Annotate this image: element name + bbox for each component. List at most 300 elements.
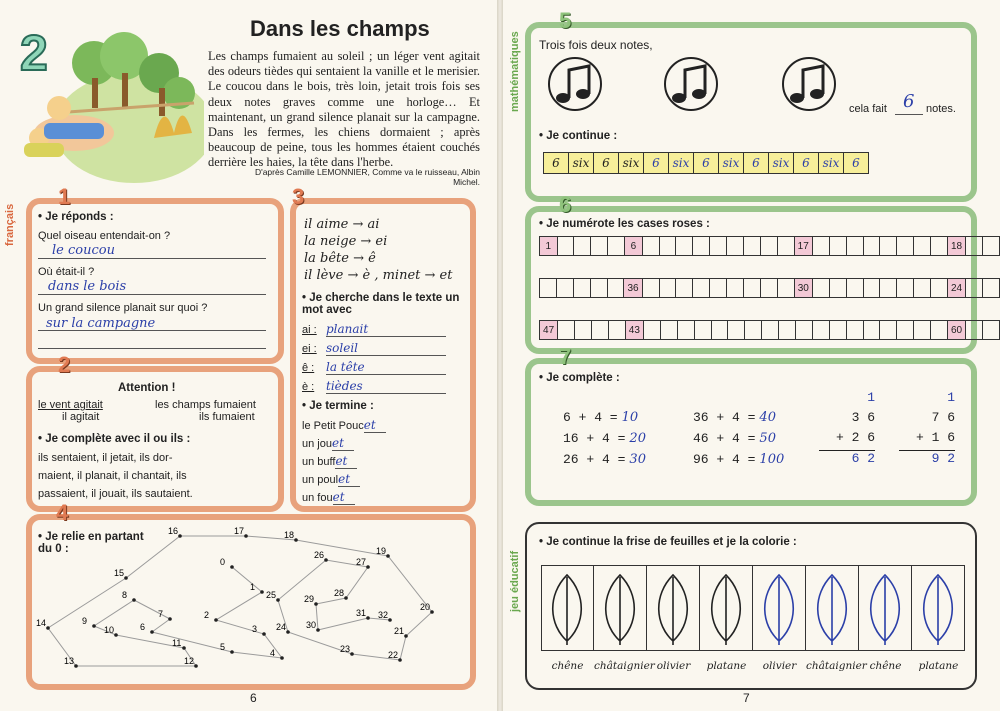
dot-point[interactable] [314,602,318,606]
grid-cell[interactable] [829,237,846,256]
dot-label: 6 [140,622,146,632]
spelling-rule: la neige → ei [304,234,388,249]
exercise-number: 6 [559,192,572,217]
dot-label: 7 [158,609,164,619]
sum-row [693,452,784,473]
column-addition-1 [819,390,875,471]
sum-expression: 46 + 4 = [693,431,756,446]
leaf-châtaignier-icon [594,565,647,651]
left-page [0,0,497,711]
dot-point[interactable] [46,626,50,630]
grid-cell[interactable] [590,279,607,298]
question-3: Un grand silence planait sur quoi ? [38,302,208,314]
numbered-cell[interactable]: 30 [794,279,812,298]
word-ending[interactable]: et [364,418,386,433]
grid-cell[interactable] [727,279,744,298]
dot-label: 21 [394,626,405,636]
dot-point[interactable] [324,558,328,562]
column-sum[interactable]: 9 2 [931,451,955,466]
sum-answer[interactable]: 50 [759,431,776,446]
dot-label: 20 [420,602,431,612]
column-sum[interactable]: 6 2 [851,451,875,466]
dot-label: 27 [356,557,367,567]
leaf-name: olivier [762,660,797,672]
dot-label: 4 [270,648,276,658]
numbered-cell[interactable]: 43 [625,321,643,340]
exercise-heading: • Je complète avec il ou ils : [38,433,191,445]
grid-cell[interactable] [812,321,829,340]
dot-point[interactable] [194,664,198,668]
result-suffix: notes. [926,103,956,115]
grid-cell[interactable] [880,279,897,298]
grid-cell[interactable] [863,237,880,256]
example-1b: il agitait [62,411,100,423]
dot-point[interactable] [386,554,390,558]
numbered-cell[interactable]: 47 [540,321,558,340]
example-2a: les champs fumaient [155,399,256,411]
exercise-number: 3 [292,184,305,209]
grid-cell[interactable] [931,279,948,298]
connect-the-dots[interactable] [32,520,472,684]
column-addition-2 [899,390,955,471]
grid-cell[interactable] [914,279,931,298]
leaf-cell[interactable] [912,565,965,651]
dot-point[interactable] [316,628,320,632]
answer-line [38,258,266,259]
text-credit: D'après Camille LEMONNIER, Comme va le ruisseau, Albin Michel. [254,167,480,187]
grid-cell[interactable] [659,237,676,256]
fill-line-1: ils sentaient, il jetait, ils dor- [38,452,173,464]
ribbon-cell[interactable]: six [719,153,744,174]
spelling-rule: il aime → ai [304,217,380,232]
grid-cell[interactable] [642,237,659,256]
exercise-heading: • Je numérote les cases roses : [539,218,710,230]
sum-answer[interactable]: 30 [629,452,646,467]
word-search-list [302,322,446,398]
dot-label: 29 [304,594,315,604]
drawn-connection-line [48,536,432,666]
dot-label: 13 [64,656,75,666]
spelling-rule: la bête → ê [304,251,376,266]
grid-cell[interactable] [983,321,1000,340]
dot-point[interactable] [294,538,298,542]
word-search-row [302,322,446,341]
word-ending-row [302,418,386,436]
ribbon-cell[interactable]: six [769,153,794,174]
dot-label: 22 [388,650,399,660]
word-search-label: ei : [302,343,317,355]
dot-label: 5 [220,642,226,652]
grid-cell[interactable] [846,237,863,256]
numbered-cell[interactable]: 18 [947,237,965,256]
ribbon-cell[interactable]: 6 [744,153,769,174]
grid-cell[interactable] [711,321,728,340]
grid-cell[interactable] [812,237,829,256]
grid-cell[interactable] [693,279,710,298]
dot-point[interactable] [350,652,354,656]
spelling-rules [304,216,452,284]
dot-label: 15 [114,568,125,578]
word-ending[interactable]: et [338,472,360,487]
leaf-cell[interactable] [806,565,859,651]
carry-digit[interactable]: 1 [867,390,875,405]
dot-label: 11 [172,638,182,648]
leaf-olivier-icon [647,565,700,651]
grid-cell[interactable] [812,279,829,298]
word-ending[interactable]: et [335,454,357,469]
exercise-heading: • Je réponds : [38,211,114,223]
grid-cell[interactable] [694,321,711,340]
grid-cell[interactable] [743,279,760,298]
exercise-heading: • Je relie en partant du 0 : [38,531,144,555]
dot-point[interactable] [276,598,280,602]
numbered-cell[interactable]: 24 [947,279,965,298]
word-stem: le Petit Pouc [302,420,364,432]
leaf-châtaignier-icon [806,565,859,651]
word-stem: un jou [302,438,332,450]
example-2b: ils fumaient [199,411,255,423]
dot-point[interactable] [244,534,248,538]
exercise-number: 2 [58,352,71,377]
sum-answer[interactable]: 20 [629,431,646,446]
leaf-chêne-icon [541,565,594,651]
attention-label: Attention ! [118,382,176,394]
word-search-label: ê : [302,362,315,374]
sum-answer[interactable]: 10 [621,410,639,425]
dot-label: 18 [284,530,295,540]
ribbon-cell[interactable]: six [669,153,694,174]
word-search-label: è : [302,381,315,393]
grid-cell[interactable] [710,237,727,256]
exercise-heading: • Je cherche dans le texte un mot avec [302,292,460,316]
grid-cell[interactable] [863,279,880,298]
grid-cell[interactable] [914,321,931,340]
exercise-heading: • Je continue : [539,130,618,142]
dot-label: 26 [314,550,325,560]
sum-row [563,431,646,452]
page-number: 7 [743,691,750,705]
word-stem: un fou [302,492,333,504]
word-ending-row [302,472,386,490]
exercise-heading: • Je continue la frise de feuilles et je la colorie : [539,536,797,548]
dot-point[interactable] [388,618,392,622]
dot-label: 14 [36,618,47,628]
grid-cell[interactable] [607,279,624,298]
ribbon-cell[interactable]: 6 [594,153,619,174]
dot-point[interactable] [74,664,78,668]
example-1a: le vent agitait [38,399,103,411]
grid-cell[interactable] [728,321,745,340]
right-page [503,0,1000,711]
grid-cell[interactable] [556,279,573,298]
dot-point[interactable] [230,650,234,654]
numbered-cell[interactable]: 36 [624,279,642,298]
result-prefix: cela fait [849,103,887,115]
result-answer[interactable]: 6 [903,91,915,112]
dot-label: 3 [252,624,258,634]
grid-cell[interactable] [676,237,693,256]
lesson-number: 2 [20,25,48,81]
grid-cell[interactable] [914,237,931,256]
ribbon-cell[interactable]: six [619,153,644,174]
question-1: Quel oiseau entendait-on ? [38,230,171,242]
dot-point[interactable] [214,618,218,622]
answer-line [38,348,266,349]
dot-point[interactable] [124,576,128,580]
grid-cell[interactable] [983,237,1000,256]
dot-point[interactable] [280,656,284,660]
answer-line [38,294,266,295]
dot-label: 10 [104,625,115,635]
countryside-illustration [14,18,204,188]
dot-point[interactable] [366,616,370,620]
dot-point[interactable] [150,630,154,634]
number-ribbon[interactable] [543,152,869,174]
word-endings-list [302,418,386,508]
sum-row [563,452,646,473]
dot-label: 25 [266,590,277,600]
ribbon-cell[interactable]: 6 [794,153,819,174]
word-ending-row [302,454,386,472]
dot-label: 8 [122,590,128,600]
numbered-cell[interactable]: 60 [947,321,965,340]
leaf-cell[interactable] [700,565,753,651]
word-search-row [302,341,446,360]
addend-top: 3 6 [851,410,875,425]
ribbon-cell[interactable]: six [819,153,844,174]
exercise-number: 5 [559,8,572,33]
leaf-cell[interactable] [753,565,806,651]
subject-label-math: mathématiques [509,31,521,112]
sum-expression: 36 + 4 = [693,410,756,425]
grid-cell[interactable] [966,237,983,256]
dot-label: 0 [220,557,226,567]
dot-point[interactable] [132,598,136,602]
grid-cell[interactable] [966,279,983,298]
page-number: 6 [250,691,257,705]
dot-point[interactable] [430,610,434,614]
dot-label: 28 [334,588,345,598]
exercise-number: 4 [56,500,69,525]
grid-cell[interactable] [829,279,846,298]
exercise-number: 1 [58,184,71,209]
grid-cell[interactable] [743,237,760,256]
grid-cell[interactable] [897,279,914,298]
leaf-cell[interactable] [647,565,700,651]
grid-cell[interactable] [931,237,948,256]
dot-point[interactable] [286,630,290,634]
exercise-heading: • Je complète : [539,372,620,384]
dot-point[interactable] [260,590,264,594]
grid-cell[interactable] [573,279,590,298]
fill-line-3: passaient, il jouait, ils sautaient. [38,488,193,500]
grid-cell[interactable] [897,321,914,340]
grid-cell[interactable] [710,279,727,298]
grid-cell[interactable] [760,237,777,256]
dot-label: 16 [168,526,179,536]
number-grid-row-3[interactable] [539,320,1000,340]
exercise-number: 7 [559,344,572,369]
ribbon-cell[interactable]: 6 [844,153,869,174]
word-search-answer[interactable]: planait [326,322,446,337]
grid-cell[interactable] [642,279,659,298]
dot-label: 30 [306,620,317,630]
word-stem: un poul [302,474,339,486]
leaf-names [541,656,965,674]
sum-expression: 96 + 4 = [693,452,756,467]
leaf-name: platane [706,660,747,672]
leaf-name: châtaignier [806,660,867,672]
fill-line-2: maient, il planait, il chantait, ils [38,470,187,482]
grid-cell[interactable] [777,237,794,256]
leaf-cell[interactable] [541,565,594,651]
dot-label: 2 [204,610,210,620]
leaf-platane-icon [700,565,753,651]
reading-text: Les champs fumaient au soleil ; un léger vent agitait des odeurs tièdes qui sentaient la vanille et le merisier. Le coucou dans le bois, très loin, jetait trois fois ses deux notes graves comme une horloge… Et maintenant, un grand silence planait sur la campagne. Dans les fermes, les chiens dormaient ; après beaucoup de peine, tous les hommes étaient couchés derrière les haies, la tête dans l'herbe. [208,49,480,170]
grid-cell[interactable] [983,279,1000,298]
sums-column-a [563,410,646,473]
grid-cell[interactable] [574,237,591,256]
dot-label: 32 [378,610,389,620]
numbered-cell[interactable]: 1 [540,237,558,256]
grid-cell[interactable] [846,279,863,298]
dot-label: 31 [356,608,367,618]
sum-answer[interactable]: 40 [759,410,776,425]
grid-cell[interactable] [660,321,677,340]
grid-cell[interactable] [575,321,592,340]
answer-line [38,330,266,331]
word-search-answer[interactable]: la tête [326,360,446,375]
dot-point[interactable] [230,565,234,569]
grid-cell[interactable] [591,321,608,340]
dot-point[interactable] [398,658,402,662]
leaf-name: chêne [869,660,902,672]
grid-cell[interactable] [846,321,863,340]
dot-point[interactable] [404,634,408,638]
grid-cell[interactable] [966,321,983,340]
exercise-heading: • Je termine : [302,400,374,412]
grid-cell[interactable] [676,279,693,298]
dot-label: 19 [376,546,387,556]
leaf-platane-icon [912,565,965,651]
number-grid-row-1[interactable] [539,236,1000,256]
sum-expression: 16 + 4 = [563,431,626,446]
addend-bottom: + 2 6 [819,430,875,451]
word-search-answer[interactable]: tièdes [326,379,446,394]
leaf-olivier-icon [753,565,806,651]
sums-column-b [693,410,784,473]
grid-cell[interactable] [608,321,625,340]
dot-label: 24 [276,622,287,632]
grid-cell[interactable] [880,237,897,256]
sum-expression: 26 + 4 = [563,452,626,467]
grid-cell[interactable] [897,237,914,256]
grid-cell[interactable] [558,321,575,340]
leaf-name: châtaignier [594,660,655,672]
answer-line [895,114,923,115]
answer-1[interactable]: le coucou [52,243,115,258]
dot-label: 23 [340,644,351,654]
ribbon-cell[interactable]: 6 [644,153,669,174]
grid-cell[interactable] [677,321,694,340]
grid-cell[interactable] [591,237,608,256]
answer-3[interactable]: sur la campagne [46,316,156,331]
numbered-cell[interactable]: 17 [794,237,812,256]
word-search-answer[interactable]: soleil [326,341,446,356]
subject-label-game: jeu éducatif [509,550,521,612]
dot-point[interactable] [344,596,348,600]
grid-cell[interactable] [880,321,897,340]
dot-point[interactable] [168,617,172,621]
dot-point[interactable] [92,624,96,628]
ribbon-cell[interactable]: six [569,153,594,174]
numbered-cell[interactable]: 6 [625,237,643,256]
leaf-cell[interactable] [859,565,912,651]
dot-point[interactable] [114,633,118,637]
answer-2[interactable]: dans le bois [48,279,127,294]
word-ending-row [302,436,386,454]
grid-cell[interactable] [643,321,660,340]
grid-cell[interactable] [931,321,948,340]
dot-point[interactable] [366,565,370,569]
question-2: Où était-il ? [38,266,95,278]
word-ending-row [302,490,386,508]
grid-cell[interactable] [693,237,710,256]
grid-cell[interactable] [540,279,557,298]
dot-label: 1 [250,582,256,592]
spelling-rule: il lève → è , minet → et [304,268,453,283]
carry-digit[interactable]: 1 [947,390,955,405]
number-grid-row-2[interactable] [539,278,1000,298]
leaf-cell[interactable] [594,565,647,651]
sum-row [693,431,784,452]
word-ending[interactable]: et [332,436,354,451]
grid-cell[interactable] [745,321,762,340]
grid-cell[interactable] [557,237,574,256]
dot-label: 17 [234,526,245,536]
sum-row [563,410,646,431]
grid-cell[interactable] [762,321,779,340]
note-pair-icon [783,58,835,110]
ribbon-cell[interactable]: 6 [544,153,569,174]
grid-cell[interactable] [863,321,880,340]
dot-label: 12 [184,656,195,666]
grid-cell[interactable] [779,321,796,340]
grid-cell[interactable] [727,237,744,256]
word-ending[interactable]: et [333,490,355,505]
note-pair-icon [549,58,601,110]
grid-cell[interactable] [777,279,794,298]
addend-bottom: + 1 6 [899,430,955,451]
leaf-name: platane [918,660,959,672]
grid-cell[interactable] [829,321,846,340]
sum-row [693,410,784,431]
grid-cell[interactable] [795,321,812,340]
dot-point[interactable] [182,646,186,650]
leaf-name: chêne [551,660,584,672]
grid-cell[interactable] [608,237,625,256]
word-search-row [302,379,446,398]
dot-point[interactable] [262,632,266,636]
ribbon-cell[interactable]: 6 [694,153,719,174]
dot-point[interactable] [178,534,182,538]
word-search-row [302,360,446,379]
dot-label: 9 [82,616,88,626]
grid-cell[interactable] [659,279,676,298]
grid-cell[interactable] [760,279,777,298]
sum-answer[interactable]: 100 [759,452,785,467]
note-pair-icon [665,58,717,110]
